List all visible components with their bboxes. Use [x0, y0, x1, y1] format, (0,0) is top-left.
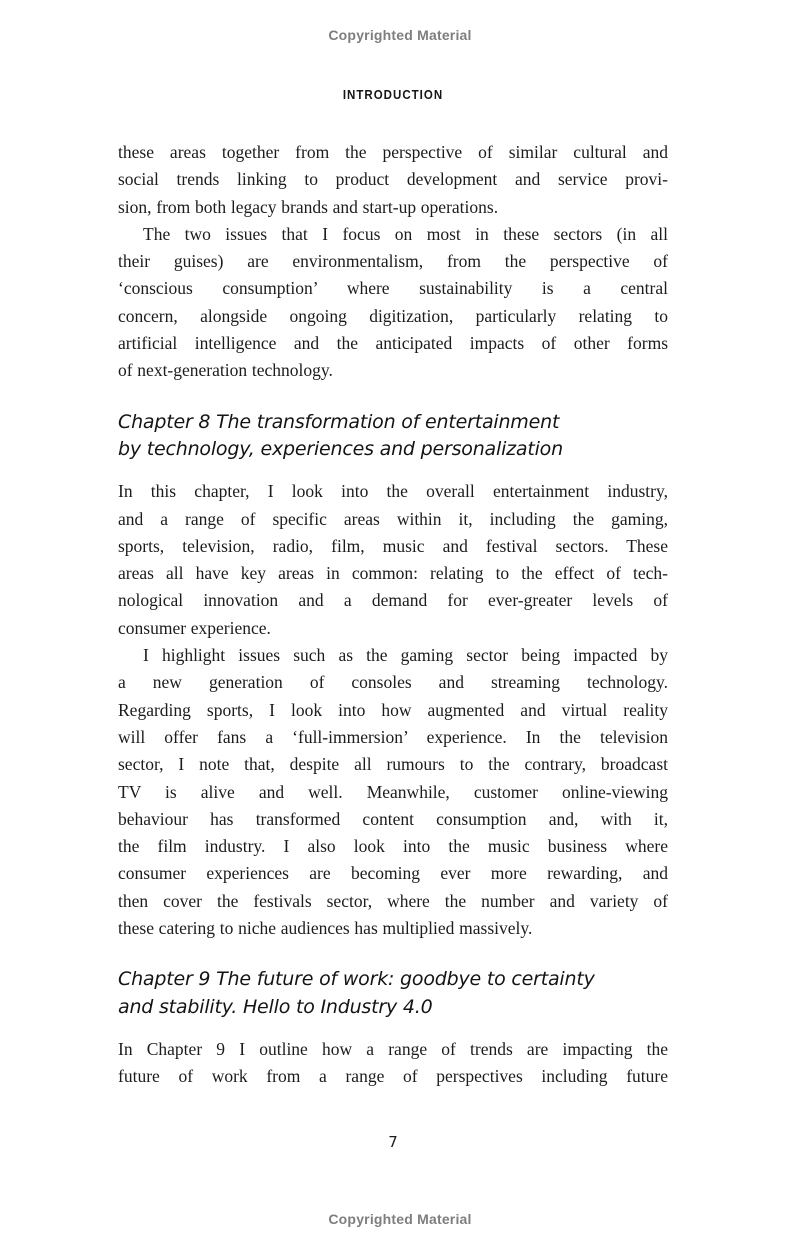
text-line: TV is alive and well. Meanwhile, customer online-viewing — [118, 781, 668, 802]
body-paragraph — [118, 139, 668, 221]
text-line: the film industry. I also look into the music business where — [118, 836, 668, 857]
text-line: areas all have key areas in common: relating to the effect of tech- — [118, 563, 668, 584]
text-line: will offer fans a ‘full-immersion’ experience. In the television — [118, 726, 668, 747]
text-line: these catering to niche audiences has multiplied massively. — [118, 918, 533, 939]
text-line: a new generation of consoles and streaming technology. — [118, 672, 668, 693]
body-paragraph — [118, 642, 668, 942]
text-line: future of work from a range of perspectives including future — [118, 1066, 668, 1087]
text-line: social trends linking to product development and service provi- — [118, 169, 668, 190]
text-line: Chapter 8 The transformation of entertainment — [118, 410, 560, 433]
text-line: sector, I note that, despite all rumours to the contrary, broadcast — [118, 754, 668, 775]
text-line: then cover the festivals sector, where the number and variety of — [118, 890, 668, 911]
text-line: Regarding sports, I look into how augmented and virtual reality — [118, 699, 668, 720]
text-line: nological innovation and a demand for ever-greater levels of — [118, 590, 668, 611]
text-line: and a range of specific areas within it, including the gaming, — [118, 508, 668, 529]
chapter-heading — [118, 966, 668, 1021]
text-line: and stability. Hello to Industry 4.0 — [118, 995, 433, 1018]
text-line: sports, television, radio, film, music and festival sectors. These — [118, 535, 668, 556]
running-head: INTRODUCTION — [342, 88, 444, 102]
text-line: consumer experience. — [118, 617, 271, 638]
text-line: behaviour has transformed content consumption and, with it, — [118, 808, 668, 829]
text-line: consumer experiences are becoming ever more rewarding, and — [118, 863, 668, 884]
chapter-heading — [118, 409, 668, 464]
text-line: artificial intelligence and the anticipated impacts of other forms — [118, 333, 668, 354]
page-body-text — [118, 139, 668, 1091]
text-line: by technology, experiences and personalization — [118, 437, 563, 460]
body-paragraph — [118, 1036, 668, 1091]
text-line: of next-generation technology. — [118, 360, 333, 381]
text-line: In Chapter 9 I outline how a range of trends are impacting the — [118, 1038, 668, 1059]
body-paragraph — [118, 478, 668, 642]
body-paragraph — [118, 221, 668, 385]
text-line: ‘conscious consumption’ where sustainability is a central — [118, 278, 668, 299]
text-line: sion, from both legacy brands and start-up operations. — [118, 196, 499, 217]
text-line: The two issues that I focus on most in these sectors (in all — [143, 223, 668, 244]
text-line: their guises) are environmentalism, from the perspective of — [118, 251, 668, 272]
text-line: concern, alongside ongoing digitization, particularly relating to — [118, 305, 668, 326]
copyright-notice-bottom: Copyrighted Material — [328, 1211, 472, 1227]
page-number: 7 — [388, 1133, 398, 1151]
text-line: I highlight issues such as the gaming sector being impacted by — [143, 645, 668, 666]
text-line: In this chapter, I look into the overall entertainment industry, — [118, 481, 668, 502]
copyright-notice-top: Copyrighted Material — [328, 27, 472, 43]
text-line: these areas together from the perspective of similar cultural and — [118, 142, 668, 162]
text-line: Chapter 9 The future of work: goodbye to certainty — [118, 968, 595, 991]
